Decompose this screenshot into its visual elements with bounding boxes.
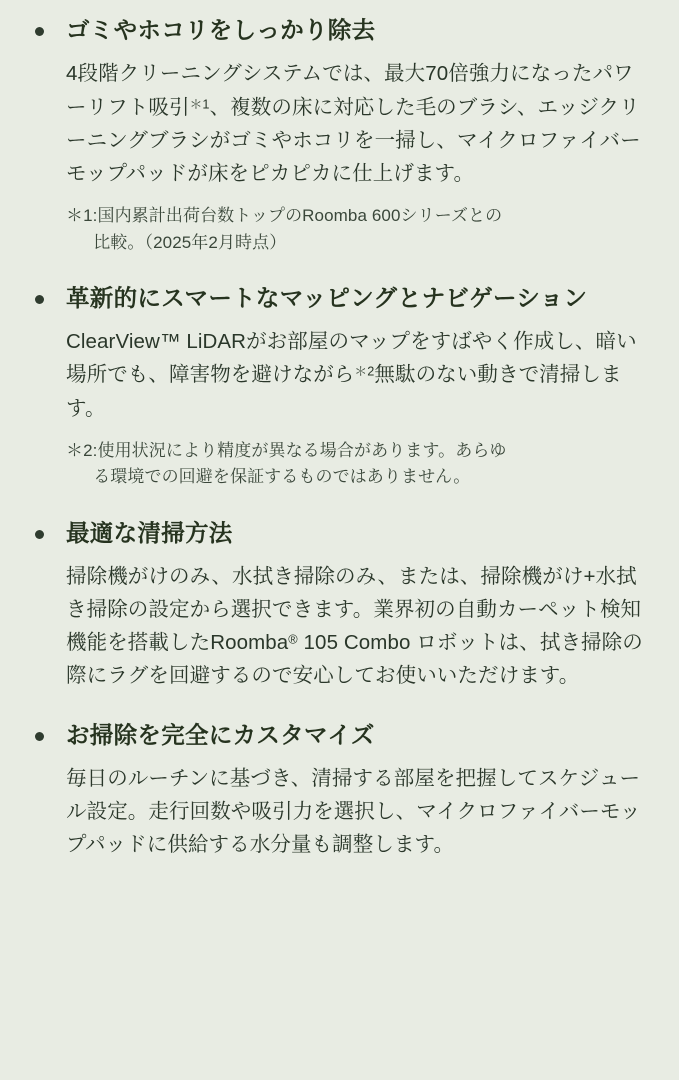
footnote-line-2: 比較。（2025年2月時点） [93, 232, 287, 252]
footnote-marker: ＊2 [354, 363, 375, 379]
feature-item [30, 719, 653, 862]
feature-body [30, 762, 653, 862]
footnote-line-1: ＊1:国内累計出荷台数トップのRoomba 600シリーズとの [66, 206, 503, 226]
bullet-icon [35, 530, 44, 539]
registered-mark: ® [288, 631, 298, 647]
feature-body-pre: ClearView™ LiDARがお部屋のマップをすばやく作成し、暗い場所でも、障害物を避けながら [66, 330, 637, 387]
bullet-icon [35, 732, 44, 741]
feature-body-pre: 掃除機がけのみ、水拭き掃除のみ、または、掃除機がけ+水拭き掃除の設定から選択できます。業界初の自動カーペット検知機能を搭載したRoomba [66, 564, 642, 655]
feature-item [30, 517, 653, 693]
feature-body-post: 無駄のない動きで清掃します。 [66, 363, 622, 420]
feature-footnote [30, 203, 653, 256]
footnote-line-1: ＊2:使用状況により精度が異なる場合があります。あらゆ [66, 440, 507, 460]
footnote-marker: ＊1 [189, 95, 210, 111]
feature-body-post: 、複数の床に対応した毛のブラシ、エッジクリーニングブラシがゴミやホコリを一掃し、マイクロファイバーモップパッドが床をピカピカに仕上げます。 [66, 95, 641, 185]
feature-item [30, 282, 653, 491]
feature-heading: お掃除を完全にカスタマイズ [66, 721, 375, 748]
feature-heading: 革新的にスマートなマッピングとナビゲーション [66, 284, 588, 311]
bullet-icon [35, 27, 44, 36]
feature-heading: ゴミやホコリをしっかり除去 [66, 17, 376, 43]
feature-footnote [30, 438, 653, 491]
feature-body-pre: 4段階クリーニングシステムでは、最大70倍強力になったパワーリフト吸引 [66, 62, 634, 119]
feature-body-pre: 毎日のルーチンに基づき、清掃する部屋を把握してスケジュール設定。走行回数や吸引力を選択し、マイクロファイバーモップパッドに供給する水分量も調整します。 [66, 767, 641, 857]
feature-item [30, 14, 653, 256]
feature-body [30, 57, 653, 190]
feature-body [30, 560, 653, 693]
feature-body [30, 325, 653, 425]
feature-body-post: 105 Combo ロボットは、拭き掃除の際にラグを回避するので安心してお使いいただけます。 [66, 631, 643, 688]
feature-heading: 最適な清掃方法 [66, 519, 233, 546]
footnote-line-2: る環境での回避を保証するものではありません。 [93, 467, 471, 487]
bullet-icon [35, 295, 44, 304]
